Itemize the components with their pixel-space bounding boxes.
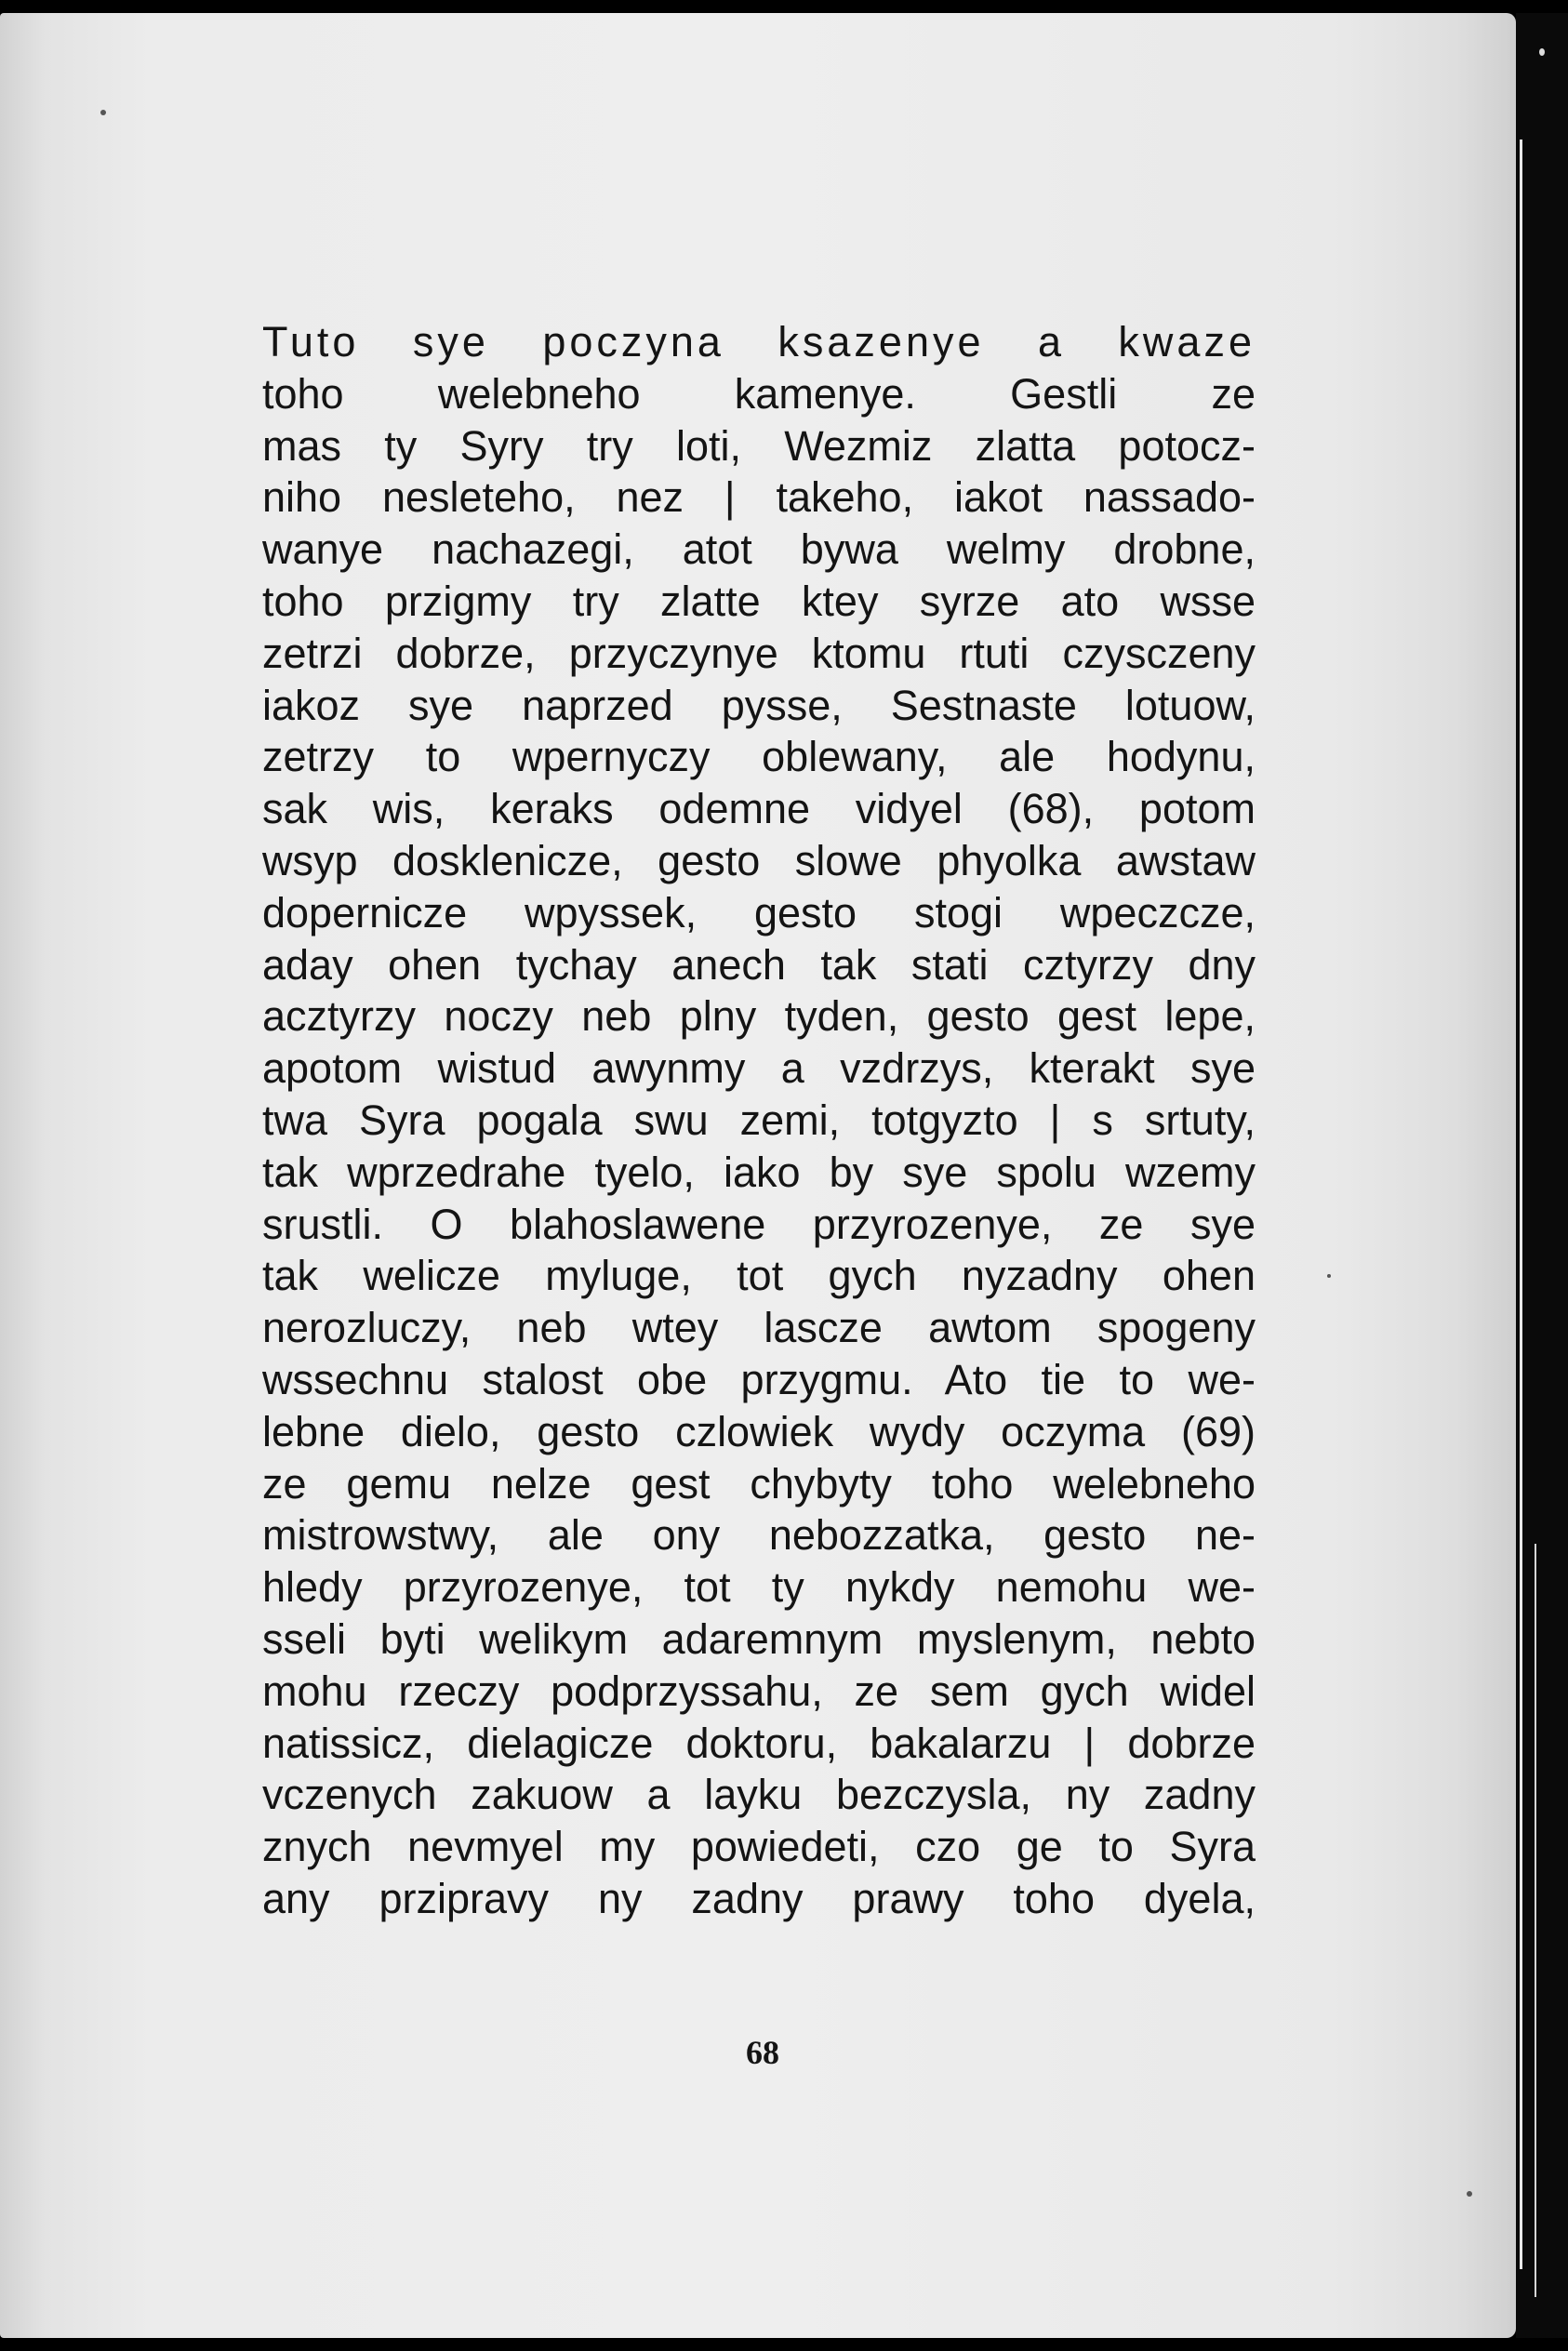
text-line: wssechnu stalost obe przygmu. Ato tie to we- [262,1355,1256,1403]
page-edge-line [1520,139,1522,2269]
text-line: toho welebneho kamenye. Gestli ze [262,369,1256,418]
text-line: iakoz sye naprzed pysse, Sestnaste lotuow, [262,681,1256,729]
text-line: zetrzy to wpernyczy oblewany, ale hodynu, [262,733,1256,781]
text-line: zetrzi dobrze, przyczynye ktomu rtuti czysczeny [262,629,1256,677]
text-line: toho przigmy try zlatte ktey syrze ato wsse [262,577,1256,625]
text-line: natissicz, dielagicze doktoru, bakalarzu | dobrze [262,1719,1256,1767]
text-line: hledy przyrozenye, tot ty nykdy nemohu we- [262,1563,1256,1612]
text-line: znych nevmyel my powiedeti, czo ge to Syra [262,1823,1256,1871]
text-line: mistrowstwy, ale ony nebozzatka, gesto ne- [262,1511,1256,1560]
text-line: srustli. O blahoslawene przyrozenye, ze sye [262,1200,1256,1248]
page-edge-line-lower [1535,1544,1536,2297]
text-line: lebne dielo, gesto czlowiek wydy oczyma (69) [262,1407,1256,1455]
text-line: sak wis, keraks odemne vidyel (68), potom [262,785,1256,833]
text-line: tak wprzedrahe tyelo, iako by sye spolu wzemy [262,1148,1256,1196]
text-line: niho nesleteho, nez | takeho, iakot nassado- [262,473,1256,522]
text-line: mohu rzeczy podprzyssahu, ze sem gych widel [262,1667,1256,1715]
text-line: mas ty Syry try loti, Wezmiz zlatta potocz- [262,421,1256,470]
page-edge-shadow [1516,13,1568,2338]
page-number: 68 [746,2034,779,2071]
paper-speck [1467,2191,1472,2197]
paper-speck [1327,1274,1331,1278]
text-line: wanye nachazegi, atot bywa welmy drobne, [262,525,1256,574]
paper-speck [1539,48,1545,56]
text-line: apotom wistud awynmy a vzdrzys, kterakt sye [262,1044,1256,1093]
text-line: Tuto sye poczyna ksazenye a kwaze [262,318,1256,365]
text-line: wsyp dosklenicze, gesto slowe phyolka awstaw [262,836,1256,884]
text-line: dopernicze wpyssek, gesto stogi wpeczcze, [262,888,1256,936]
text-line: tak welicze myluge, tot gych nyzadny ohen [262,1252,1256,1300]
text-line: vczenych zakuow a layku bezczysla, ny zadny [262,1771,1256,1819]
text-line: nerozluczy, neb wtey lascze awtom spogeny [262,1304,1256,1352]
text-line: twa Syra pogala swu zemi, totgyzto | s srtuty, [262,1096,1256,1144]
paper-speck [100,110,106,115]
text-line: aday ohen tychay anech tak stati cztyrzy dny [262,940,1256,989]
text-line: sseli byti welikym adaremnym myslenym, nebto [262,1614,1256,1663]
text-line: acztyrzy noczy neb plny tyden, gesto gest lepe, [262,992,1256,1041]
body-text [262,316,1256,1925]
text-line: any przipravy ny zadny prawy toho dyela, [262,1874,1256,1922]
text-line: ze gemu nelze gest chybyty toho welebneho [262,1459,1256,1508]
